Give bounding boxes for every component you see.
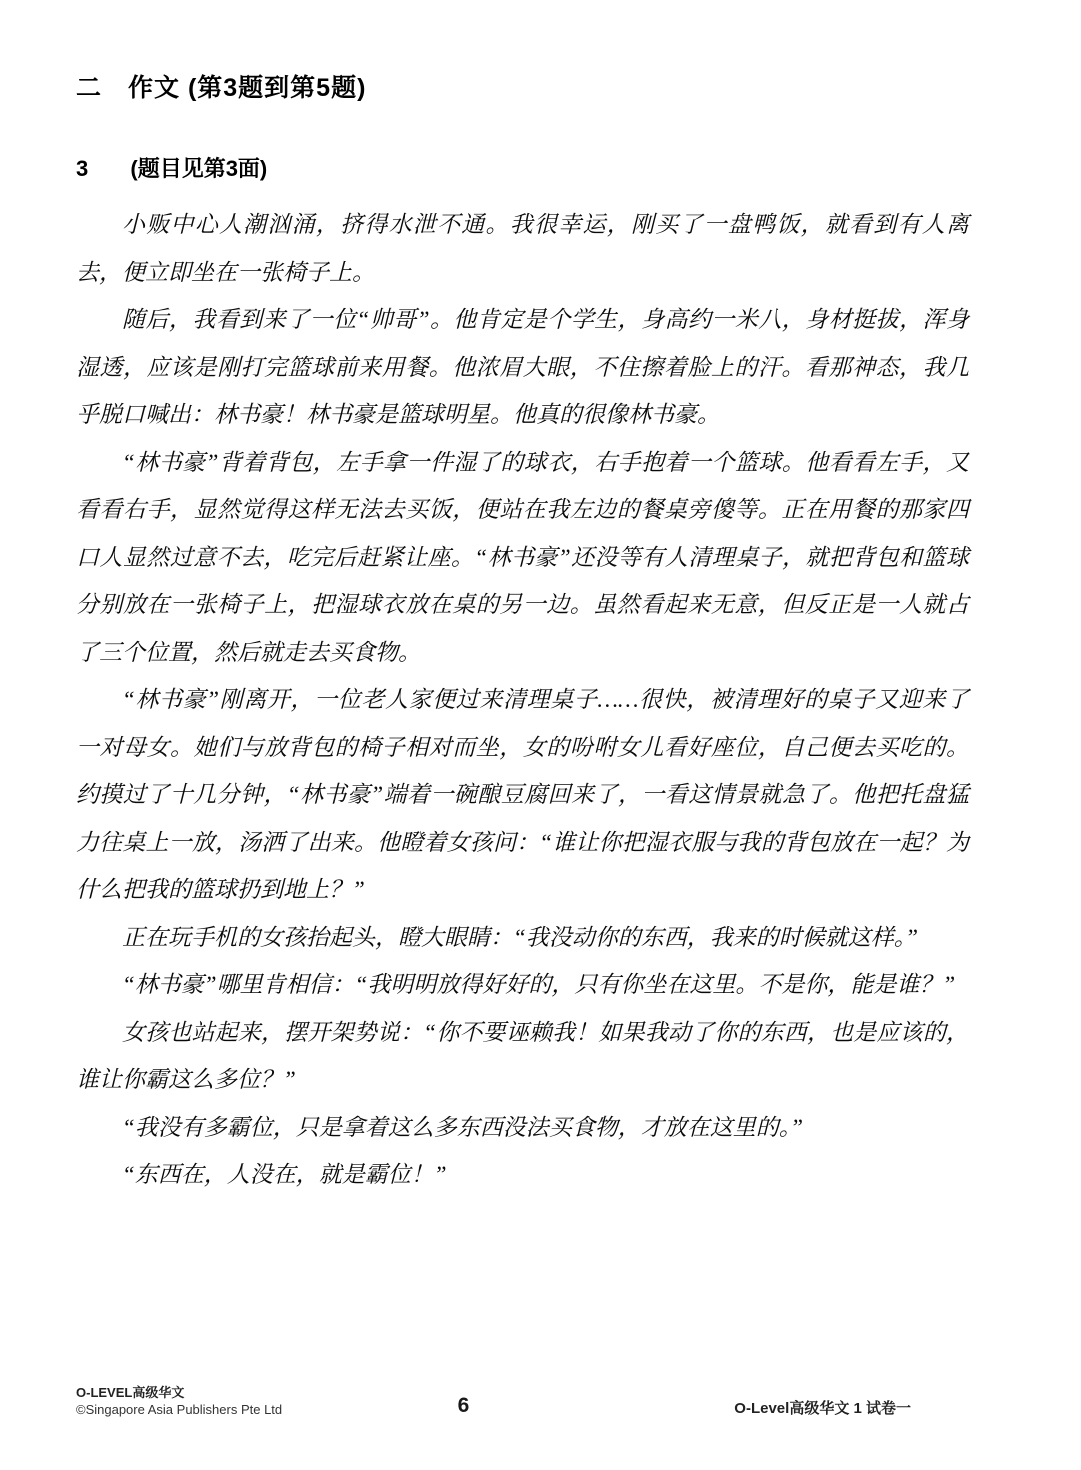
footer-publisher-block xyxy=(76,1384,488,1418)
section-heading-text: 二 作文 (第3题到第5题) xyxy=(76,74,367,102)
page-footer xyxy=(76,1384,969,1418)
essay-paragraph-6: “林书豪”哪里肯相信：“我明明放得好好的，只有你坐在这里。不是你，能是谁？” xyxy=(122,972,956,997)
page-content xyxy=(76,68,969,1199)
question-number: 3 xyxy=(76,156,89,181)
footer-paper-title: O-Level高级华文 1 试卷一 xyxy=(734,1400,911,1417)
footer-copyright: ©Singapore Asia Publishers Pte Ltd xyxy=(76,1402,283,1417)
essay-paragraph-7: 女孩也站起来，摆开架势说：“你不要诬赖我！如果我动了你的东西，也是应该的，谁让你霸这么多位？” xyxy=(76,1019,969,1092)
essay-paragraph-4: “林书豪”刚离开，一位老人家便过来清理桌子……很快，被清理好的桌子又迎来了一对母女。她们与放背包的椅子相对而坐，女的吩咐女儿看好座位，自己便去买吃的。约摸过了十几分钟，“林书豪”端着一碗酿豆腐回来了，一看这情景就急了。他把托盘猛力往桌上一放，汤洒了出来。他瞪着女孩问：“谁让你把湿衣服与我的背包放在一起？为什么把我的篮球扔到地上？” xyxy=(76,687,969,902)
page-number: 6 xyxy=(457,1394,470,1417)
essay-paragraph-1: 小贩中心人潮汹涌，挤得水泄不通。我很幸运，刚买了一盘鸭饭，就看到有人离去，便立即坐在一张椅子上。 xyxy=(76,212,969,285)
essay-body xyxy=(76,201,969,1199)
essay-paragraph-9: “东西在，人没在，就是霸位！” xyxy=(122,1162,447,1187)
footer-series-title: O-LEVEL高级华文 xyxy=(76,1385,185,1400)
section-heading xyxy=(76,68,969,104)
essay-paragraph-2: 随后，我看到来了一位“帅哥”。他肯定是个学生，身高约一米八，身材挺拔，浑身湿透，应该是刚打完篮球前来用餐。他浓眉大眼，不住擦着脸上的汗。看那神态，我几乎脱口喊出：林书豪！林书豪是篮球明星。他真的很像林书豪。 xyxy=(76,307,969,427)
essay-paragraph-3: “林书豪”背着背包，左手拿一件湿了的球衣，右手抱着一个篮球。他看看左手，又看看右手，显然觉得这样无法去买饭，便站在我左边的餐桌旁傻等。正在用餐的那家四口人显然过意不去，吃完后赶紧让座。“林书豪”还没等有人清理桌子，就把背包和篮球分别放在一张椅子上，把湿球衣放在桌的另一边。虽然看起来无意，但反正是一人就占了三个位置，然后就走去买食物。 xyxy=(76,449,969,665)
essay-paragraph-8: “我没有多霸位，只是拿着这么多东西没法买食物，才放在这里的。” xyxy=(122,1114,804,1140)
essay-paragraph-5: 正在玩手机的女孩抬起头，瞪大眼睛：“我没动你的东西，我来的时候就这样。” xyxy=(122,924,919,950)
question-line xyxy=(76,152,969,183)
question-note: (题目见第3面) xyxy=(130,156,268,181)
